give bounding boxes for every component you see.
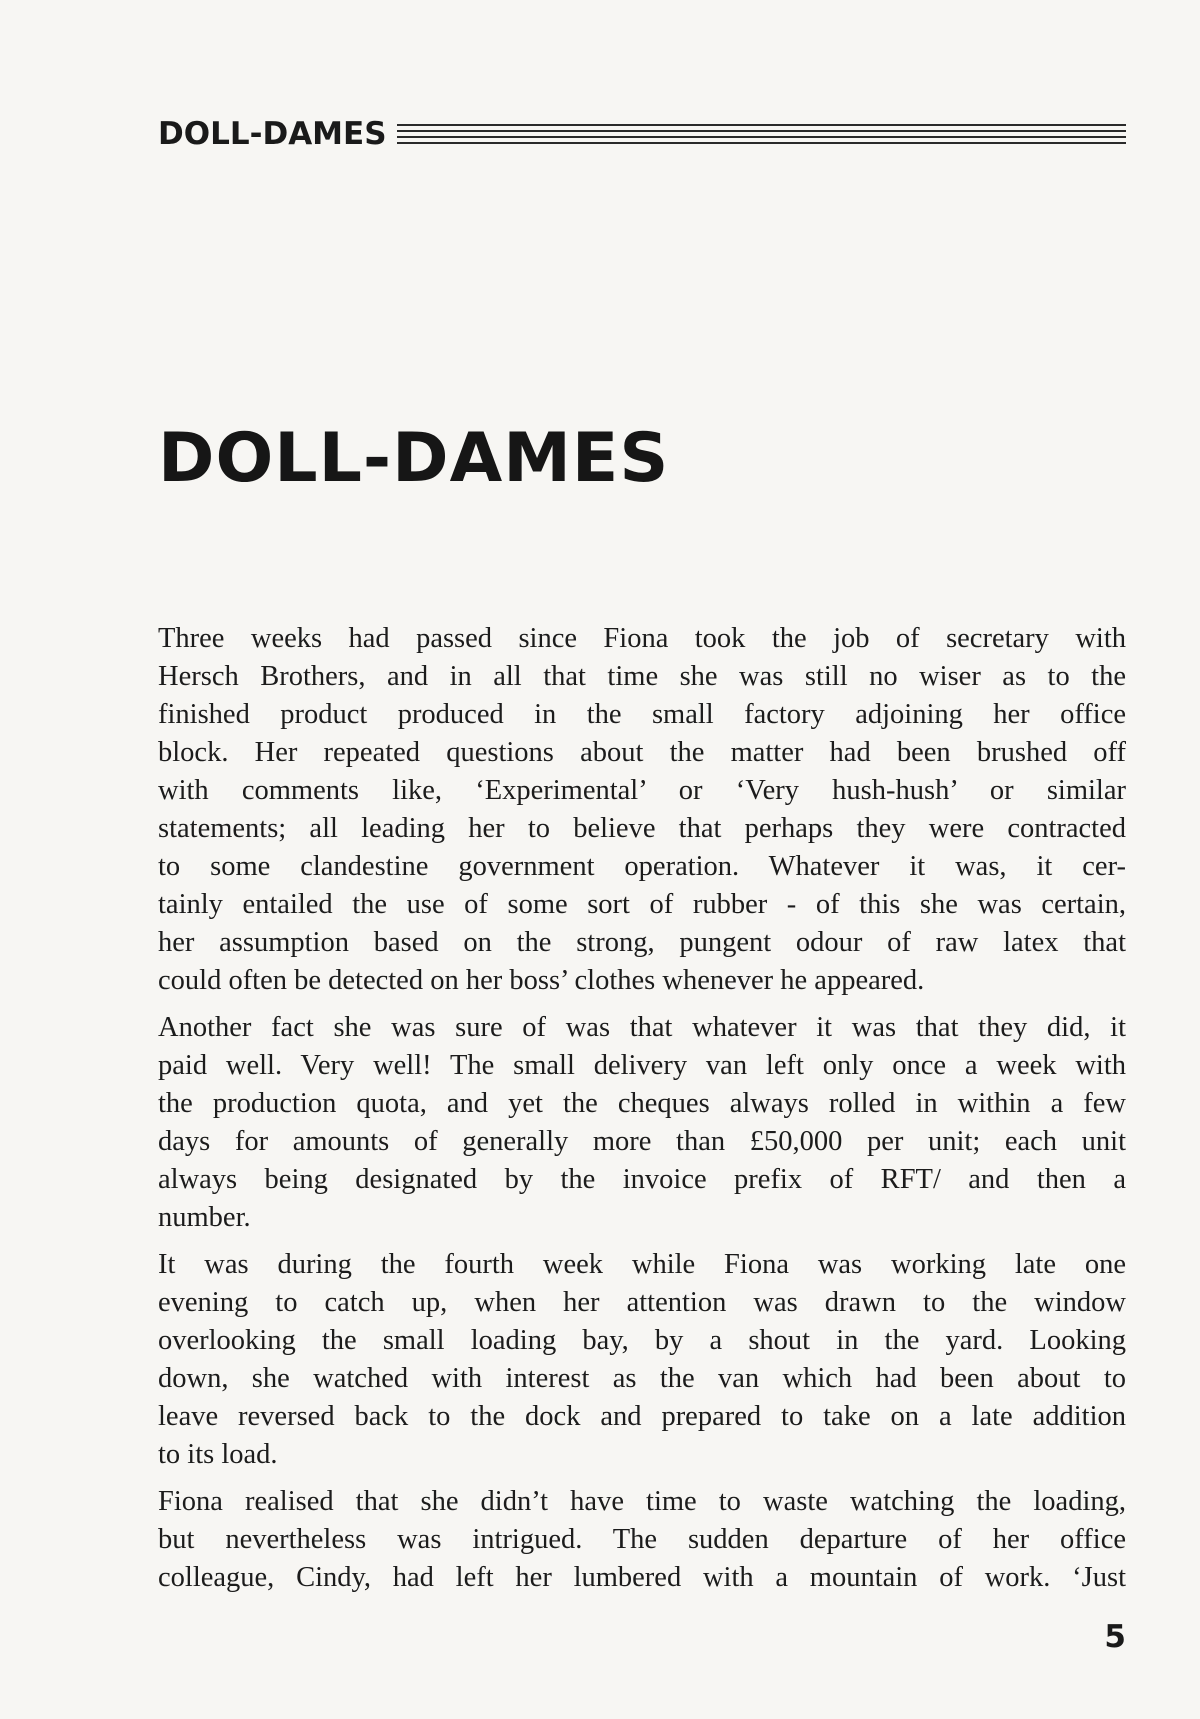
text-line: Another fact she was sure of was that whatever it was that they did, it [158,1012,1126,1043]
text-line: days for amounts of generally more than £50,000 per unit; each unit [158,1126,1126,1157]
header-rule [397,124,1126,144]
running-header-title: DOLL-DAMES [158,115,387,152]
text-line: statements; all leading her to believe that perhaps they were contracted [158,813,1126,844]
paragraph [158,1483,1126,1597]
text-line: Three weeks had passed since Fiona took the job of secretary with [158,623,1126,654]
text-line: number. [158,1202,251,1233]
text-line: to its load. [158,1439,278,1470]
text-line: It was during the fourth week while Fiona was working late one [158,1249,1126,1280]
text-line: tainly entailed the use of some sort of rubber - of this she was certain, [158,889,1126,920]
text-line: but nevertheless was intrigued. The sudden departure of her office [158,1524,1126,1555]
text-line: with comments like, ‘Experimental’ or ‘Very hush-hush’ or similar [158,775,1126,806]
paragraph [158,1246,1126,1474]
text-line: colleague, Cindy, had left her lumbered with a mountain of work. ‘Just [158,1562,1126,1593]
text-line: paid well. Very well! The small delivery van left only once a week with [158,1050,1126,1081]
text-line: could often be detected on her boss’ clothes whenever he appeared. [158,965,925,996]
page-number: 5 [1104,1619,1126,1655]
text-line: leave reversed back to the dock and prepared to take on a late addition [158,1401,1126,1432]
text-line: always being designated by the invoice prefix of RFT/ and then a [158,1164,1126,1195]
body-text [158,620,1126,1606]
text-line: her assumption based on the strong, pungent odour of raw latex that [158,927,1126,958]
paragraph [158,1009,1126,1237]
text-line: finished product produced in the small factory adjoining her office [158,699,1126,730]
chapter-title: DOLL-DAMES [158,419,670,498]
text-line: evening to catch up, when her attention was drawn to the window [158,1287,1126,1318]
text-line: down, she watched with interest as the van which had been about to [158,1363,1126,1394]
paragraph [158,620,1126,1000]
text-line: Fiona realised that she didn’t have time to waste watching the loading, [158,1486,1126,1517]
text-line: the production quota, and yet the cheques always rolled in within a few [158,1088,1126,1119]
text-line: to some clandestine government operation. Whatever it was, it cer- [158,851,1126,882]
running-header [158,116,1126,152]
text-line: overlooking the small loading bay, by a shout in the yard. Looking [158,1325,1126,1356]
text-line: block. Her repeated questions about the matter had been brushed off [158,737,1126,768]
text-line: Hersch Brothers, and in all that time she was still no wiser as to the [158,661,1126,692]
